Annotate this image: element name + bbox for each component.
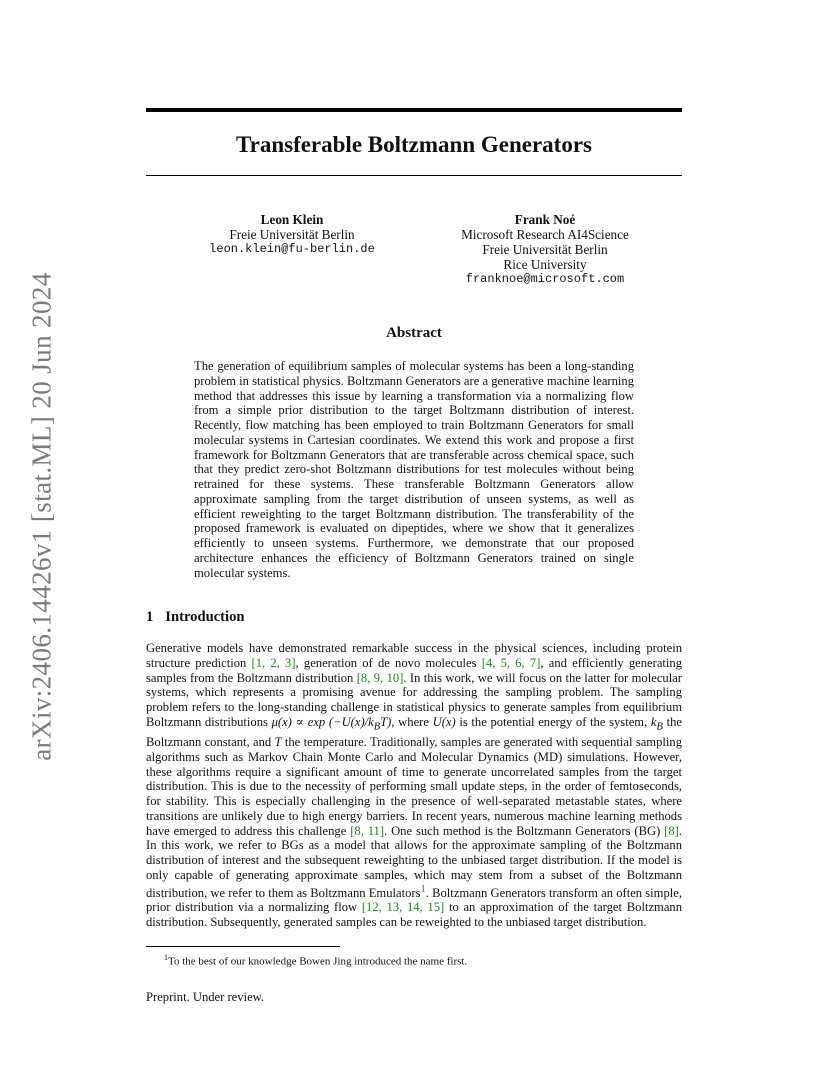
section-heading	[146, 609, 245, 626]
author-name: Frank Noé	[514, 212, 576, 227]
author-affiliation: Freie Universität Berlin	[482, 242, 608, 257]
title-top-rule	[146, 108, 682, 112]
footnote	[146, 951, 682, 969]
author-name: Leon Klein	[260, 212, 324, 227]
intro-text: . In this work, we will focus on the latter for molecular systems, which represents a promising avenue for addressing the sampling problem. The sampling problem refers to the long-standing challenge in statistical physics to generate samples from equilibrium Boltzmann distributions	[146, 670, 682, 729]
math-expression: k	[650, 714, 657, 729]
intro-text: , generation of de novo molecules	[295, 655, 482, 670]
abstract-heading: Abstract	[386, 325, 442, 341]
math-expression: μ(x) ∝ exp (−U(x)/k	[271, 714, 374, 729]
preprint-note: Preprint. Under review.	[146, 990, 265, 1004]
author-affiliation: Microsoft Research AI4Science	[461, 227, 629, 242]
math-expression: U(x)	[432, 714, 456, 729]
author-block-2	[430, 212, 660, 287]
citation-link[interactable]: [8, 11]	[350, 823, 385, 838]
citation-link[interactable]: [8, 9, 10]	[356, 670, 404, 685]
intro-text: , and efficiently generating samples from the Boltzmann distribution	[146, 655, 683, 685]
intro-text: Generative models have demonstrated remarkable success in the physical sciences, including protein structure prediction	[146, 641, 682, 670]
footnote-reference[interactable]: 1	[420, 883, 426, 895]
intro-paragraph	[146, 641, 682, 930]
title-bottom-rule	[146, 175, 682, 176]
footnote-text: To the best of our knowledge Bowen Jing introduced the name first.	[168, 955, 468, 968]
citation-link[interactable]: [1, 2, 3]	[251, 655, 296, 670]
footnote-mark: 1	[164, 953, 168, 962]
section-number: 1	[146, 609, 154, 625]
intro-text: is the potential energy of the system,	[455, 714, 651, 729]
math-expression: T	[274, 735, 282, 750]
intro-text: the temperature. Traditionally, samples are generated with sequential sampling algorithms such as Markov Chain Monte Carlo and Molecular Dynamics (MD) simulations. However, these algorithms require a significant amount of time to generate uncorrelated samples from the target distribution. This is due to the necessity of performing small update steps, in the order of femtoseconds, for stability. This is especially challenging in the presence of well-separated metastable states, where transitions are unlikely due to high energy barriers. In recent years, numerous machine learning methods have emerged to address this challenge	[146, 735, 682, 838]
paper-title: Transferable Boltzmann Generators	[235, 132, 593, 157]
intro-text: to an approximation of the target Boltzmann distribution. Subsequently, generated samples can be reweighted to the unbiased target distribution.	[146, 900, 683, 930]
citation-link[interactable]: [8]	[664, 823, 679, 838]
math-expression: T)	[380, 714, 392, 729]
author-email[interactable]: leon.klein@fu-berlin.de	[209, 242, 375, 256]
intro-text: . In this work, we refer to BGs as a model that allows for the approximate sampling of the Boltzmann distribution of interest and the subsequent reweighting to the unbiased target distribution. If the model is only capable of generating approximate samples, which may stem from a subset of the Boltzmann distribution, we refer to them as Boltzmann Emulators	[146, 823, 682, 900]
section-title: Introduction	[165, 609, 245, 625]
citation-link[interactable]: [4, 5, 6, 7]	[481, 655, 541, 670]
arxiv-stamp	[18, 271, 66, 761]
author-email[interactable]: franknoe@microsoft.com	[465, 272, 625, 286]
intro-text: the Boltzmann constant, and	[146, 714, 682, 750]
author-affiliation: Freie Universität Berlin	[229, 227, 355, 242]
author-affiliation: Rice University	[503, 257, 587, 272]
citation-link[interactable]: [12, 13, 14, 15]	[361, 900, 445, 915]
math-subscript: B	[373, 721, 381, 733]
math-subscript: B	[656, 721, 663, 733]
abstract-text: The generation of equilibrium samples of molecular systems has been a long-standing problem in statistical physics. Boltzmann Generators are a generative machine learning method that addresses this issue by learning a transformation via a normalizing flow from a simple prior distribution to the target Boltzmann distribution of interest. Recently, flow matching has been employed to train Boltzmann Generators for small molecular systems in Cartesian coordinates. We extend this work and propose a first framework for Boltzmann Generators that are transferable across chemical space, such that they predict zero-shot Boltzmann distributions for test molecules without being retrained for these systems. These transferable Boltzmann Generators allow approximate sampling from the target distribution of unseen systems, as well as efficient reweighting to the target Boltzmann distribution. The transferability of the proposed framework is evaluated on dipeptides, where we show that it generalizes efficiently to unseen systems. Furthermore, we demonstrate that our proposed architecture enhances the efficiency of Boltzmann Generators trained on single molecular systems.	[194, 359, 634, 580]
arxiv-stamp-text: arXiv:2406.14426v1 [stat.ML] 20 Jun 2024	[26, 271, 57, 761]
author-block-1	[192, 212, 392, 257]
footnote-rule	[146, 946, 340, 947]
intro-text: . One such method is the Boltzmann Generators (BG)	[384, 823, 665, 838]
intro-text: . Boltzmann Generators transform an often simple, prior distribution via a normalizing flow	[146, 885, 682, 915]
intro-text: , where	[391, 714, 433, 729]
